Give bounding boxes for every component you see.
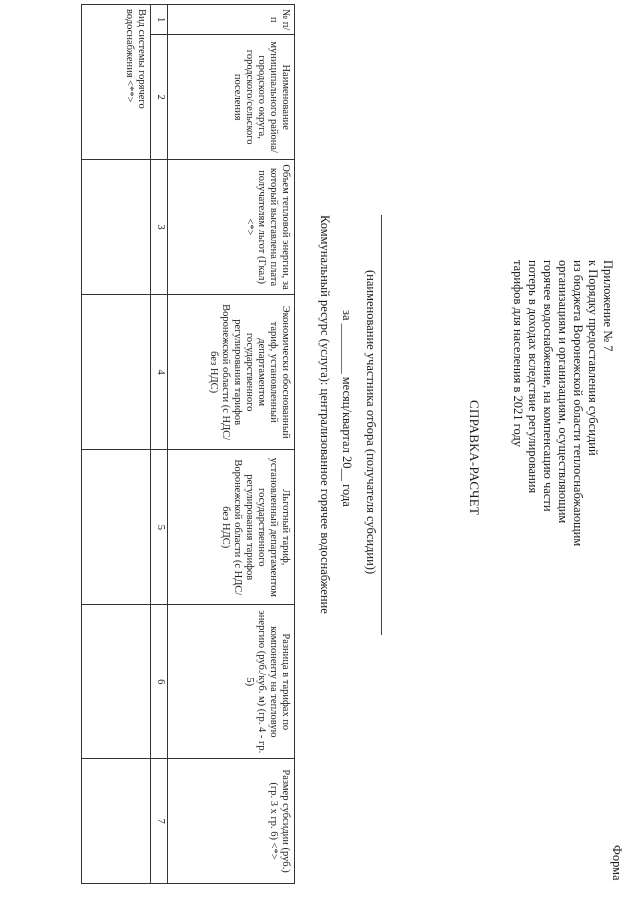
appendix-line: потерь в доходах вследствие регулирования xyxy=(526,260,540,494)
table-cell xyxy=(82,295,151,450)
resource-line: Коммунальный ресурс (услуга): централизованное горячее водоснабжение xyxy=(318,215,332,614)
header-cell: Объем тепловой энергии, за который выставлена плата получателям льгот (Гкал) <*> xyxy=(168,160,295,295)
header-cell: Экономически обоснованный тариф, установленный департаментом государственного регулирования тарифов Воронежской области (с НДС/без НДС) xyxy=(168,295,295,450)
period-line: за ________ месяц/квартал 20__ года xyxy=(340,310,354,507)
appendix-line: тарифов для населения в 2021 году xyxy=(511,260,525,447)
calculation-table xyxy=(81,4,295,884)
column-number: 3 xyxy=(151,160,168,295)
appendix-line: Приложение № 7 xyxy=(601,260,615,352)
appendix-line: к Порядку предоставления субсидий xyxy=(586,260,600,456)
recipient-name-line xyxy=(381,215,382,635)
table-cell xyxy=(82,605,151,759)
column-number-row xyxy=(151,5,168,884)
column-number: 7 xyxy=(151,759,168,884)
header-cell: Льготный тариф, установленный департаментом государственного регулирования тарифов Воронежской области (с НДС/без НДС) xyxy=(168,450,295,605)
column-number: 4 xyxy=(151,295,168,450)
appendix-block xyxy=(510,260,615,690)
column-number: 6 xyxy=(151,605,168,759)
appendix-line: из бюджета Воронежской области теплоснабжающим xyxy=(571,260,585,547)
row-label: Вид системы горячего водоснабжения <**> xyxy=(82,5,151,160)
header-cell: Разница в тарифах по компоненту на тепловую энергию (руб./куб. м) (гр. 4 - гр. 5) xyxy=(168,605,295,759)
header-cell: Размер субсидии (руб.) (гр. 3 x гр. 6) <*> xyxy=(168,759,295,884)
table-header-row xyxy=(168,5,295,884)
document-title: СПРАВКА-РАСЧЕТ xyxy=(467,400,482,516)
table-cell xyxy=(82,160,151,295)
table-cell xyxy=(82,450,151,605)
appendix-line: организациям и организациям, осуществляющим xyxy=(556,260,570,524)
table-row xyxy=(82,5,151,884)
column-number: 2 xyxy=(151,35,168,160)
form-label: Форма xyxy=(610,845,624,881)
column-number: 1 xyxy=(151,5,168,35)
recipient-caption: (наименование участника отбора (получателя субсидии)) xyxy=(364,270,378,575)
appendix-line: горячее водоснабжение, на компенсацию части xyxy=(541,260,555,512)
column-number: 5 xyxy=(151,450,168,605)
header-cell: № п/п xyxy=(168,5,295,35)
header-cell: Наименование муниципального района/городского округа, городского/сельского поселения xyxy=(168,35,295,160)
table-cell xyxy=(82,759,151,884)
